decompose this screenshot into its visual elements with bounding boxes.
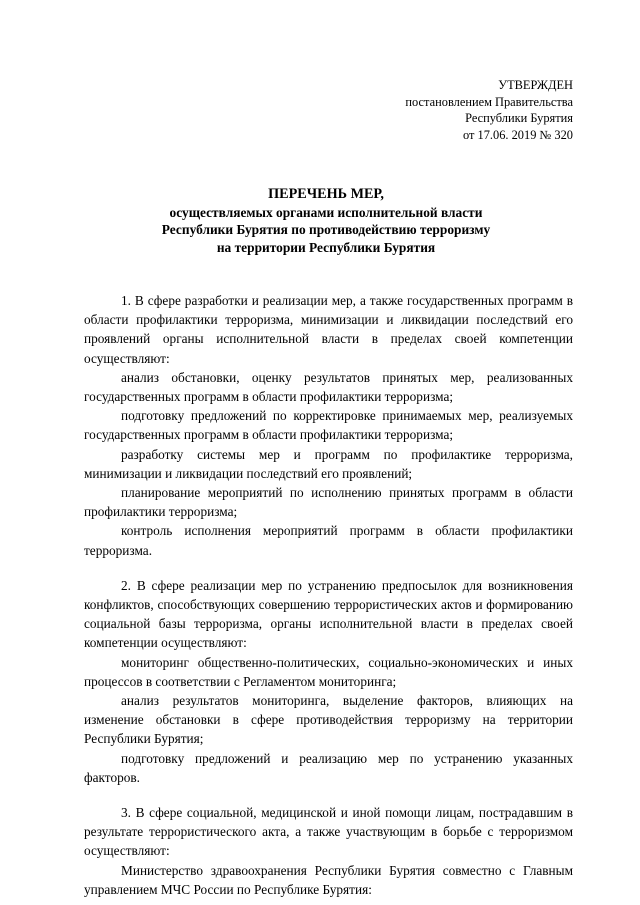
document-body [84,291,573,899]
section-1-item: разработку системы мер и программ по профилактике терроризма, минимизации и ликвидации последствий его проявлений; [84,446,573,481]
section-divider [84,560,573,576]
approval-resolution: постановлением Правительства [405,94,573,109]
title-line-4: на территории Республики Бурятия [216,239,436,255]
section-divider [84,787,573,803]
section-2-item: анализ результатов мониторинга, выделение факторов, влияющих на изменение обстановки в сфере противодействия терроризму на территории Республики Бурятия; [84,693,573,747]
approval-heading: УТВЕРЖДЕН [498,78,573,92]
document-title [80,186,572,256]
title-line-1: ПЕРЕЧЕНЬ МЕР, [268,186,384,202]
approval-republic: Республики Бурятия [465,111,573,125]
title-line-2: осуществляемых органами исполнительной власти [169,205,483,221]
section-1-item: анализ обстановки, оценку результатов принятых мер, реализованных государственных программ в области профилактики терроризма; [84,369,573,405]
section-1-item: планирование мероприятий по исполнению принятых программ в области профилактики терроризма; [84,485,573,520]
section-1-intro: 1. В сфере разработки и реализации мер, а также государственных программ в области профилактики терроризма, минимизации и ликвидации последствий его проявлений органы исполнительной власти в пределах своей компетенции осуществляют: [84,293,573,366]
title-line-3: Республики Бурятия по противодействию терроризму [161,222,491,238]
approval-stamp [405,77,573,143]
section-2-intro: 2. В сфере реализации мер по устранению предпосылок для возникновения конфликтов, способствующих совершению террористических актов и формированию социальной базы терроризма, органы исполнительной власти в пределах своей компетенции осуществляют: [84,577,573,651]
section-3-item: Министерство здравоохранения Республики Бурятия совместно с Главным управлением МЧС России по Республике Бурятия: [84,862,573,897]
section-1-item: контроль исполнения мероприятий программ в области профилактики терроризма. [84,523,573,558]
section-2-item: мониторинг общественно-политических, социально-экономических и иных процессов в соответствии с Регламентом мониторинга; [84,654,573,689]
approval-date-number: от 17.06. 2019 № 320 [462,127,573,142]
section-3-intro: 3. В сфере социальной, медицинской и иной помощи лицам, пострадавшим в результате террористического акта, а также участвующим в борьбе с терроризмом осуществляют: [84,805,573,859]
section-2-item: подготовку предложений и реализацию мер по устранению указанных факторов. [84,750,573,785]
section-1-item: подготовку предложений по корректировке принимаемых мер, реализуемых государственных программ в области профилактики терроризма; [84,408,573,443]
